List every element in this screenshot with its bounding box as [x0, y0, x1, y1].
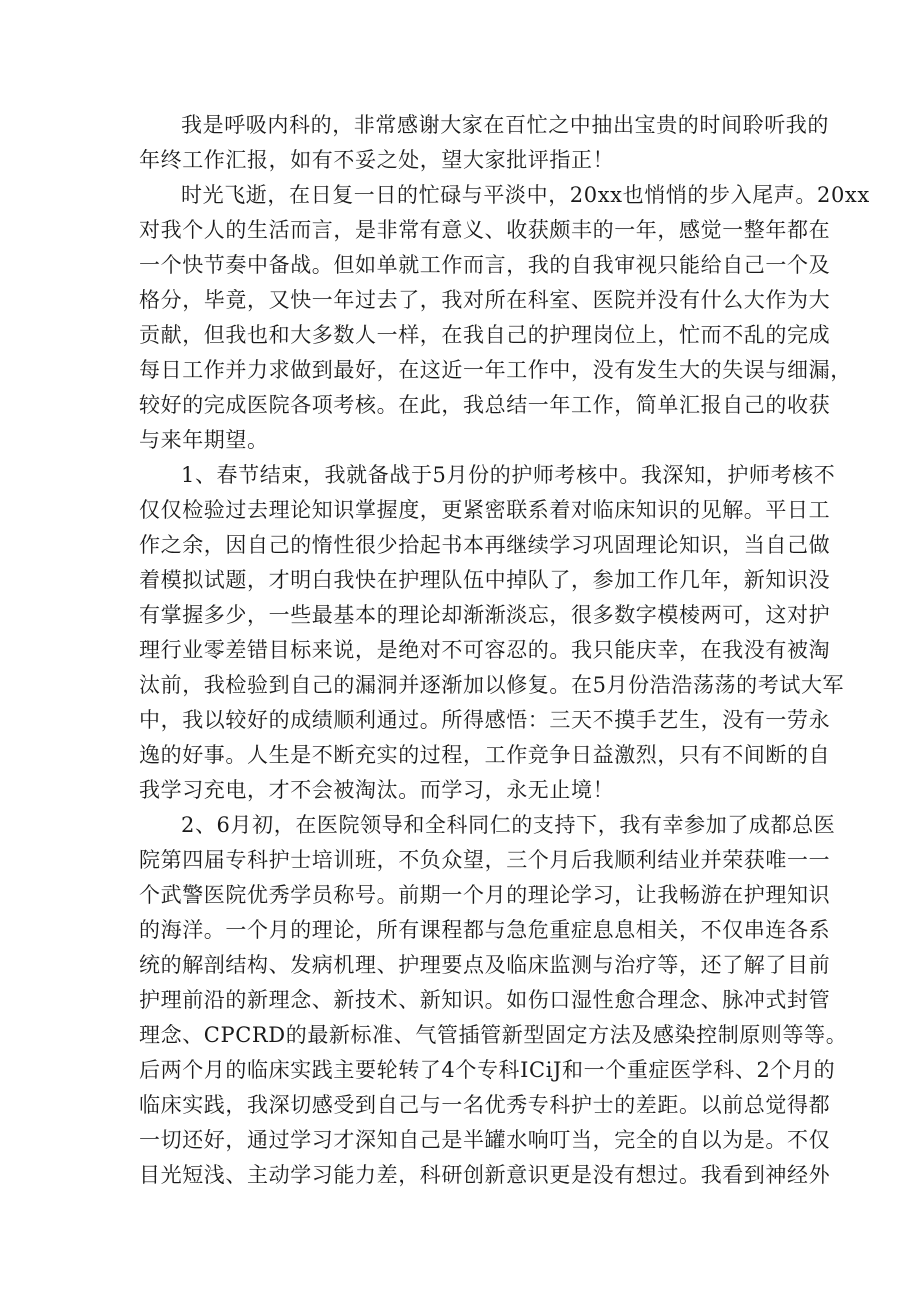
- text-line: 逸的好事。人生是不断充实的过程，工作竞争日益激烈，只有不间断的自: [139, 743, 831, 767]
- text-line: 的海洋。一个月的理论，所有课程都与急危重症息息相关，不仅串连各系: [139, 918, 831, 942]
- paragraph-item-2: [139, 808, 848, 1193]
- document-body: [139, 108, 870, 1193]
- text-line: 每日工作并力求做到最好，在这近一年工作中，没有发生大的失误与细漏，: [139, 358, 852, 382]
- text-line: 个武警医院优秀学员称号。前期一个月的理论学习，让我畅游在护理知识: [139, 883, 831, 907]
- text-line: 理行业零差错目标来说，是绝对不可容忍的。我只能庆幸，在我没有被淘: [139, 638, 831, 662]
- text-line: 仅仅检验过去理论知识掌握度，更紧密联系着对临床知识的见解。平日工: [139, 498, 831, 522]
- text-line: 汰前，我检验到自己的漏洞并逐渐加以修复。在5月份浩浩荡荡的考试大军: [139, 673, 845, 697]
- text-line: 目光短浅、主动学习能力差，科研创新意识更是没有想过。我看到神经外: [139, 1163, 831, 1187]
- text-line: 一切还好，通过学习才深知自己是半罐水响叮当，完全的自以为是。不仅: [139, 1128, 831, 1152]
- paragraph-intro: [139, 108, 829, 178]
- text-line: 1、春节结束，我就备战于5月份的护师考核中。我深知，护师考核不: [181, 463, 836, 487]
- text-line: 着模拟试题，才明白我快在护理队伍中掉队了，参加工作几年，新知识没: [139, 568, 831, 592]
- text-line: 临床实践，我深切感受到自己与一名优秀专科护士的差距。以前总觉得都: [139, 1093, 831, 1117]
- text-line: 与来年期望。: [139, 428, 269, 452]
- text-line: 一个快节奏中备战。但如单就工作而言，我的自我审视只能给自己一个及: [139, 253, 831, 277]
- text-line: 统的解剖结构、发病机理、护理要点及临床监测与治疗等，还了解了目前: [139, 953, 831, 977]
- text-line: 我学习充电，才不会被淘汰。而学习，永无止境！: [139, 778, 615, 802]
- text-line: 有掌握多少，一些最基本的理论却渐渐淡忘，很多数字模棱两可，这对护: [139, 603, 831, 627]
- text-line: 时光飞逝，在日复一日的忙碌与平淡中，20xx也悄悄的步入尾声。20xx: [181, 183, 870, 207]
- paragraph-summary: [139, 178, 870, 458]
- text-line: 后两个月的临床实践主要轮转了4个专科ICiJ和一个重症医学科、2个月的: [139, 1058, 836, 1082]
- text-line: 较好的完成医院各项考核。在此，我总结一年工作，简单汇报自己的收获: [139, 393, 831, 417]
- text-line: 我是呼吸内科的，非常感谢大家在百忙之中抽出宝贵的时间聆听我的: [181, 113, 829, 137]
- text-line: 院第四届专科护士培训班，不负众望，三个月后我顺利结业并荣获唯一一: [139, 848, 831, 872]
- text-line: 中，我以较好的成绩顺利通过。所得感悟：三天不摸手艺生，没有一劳永: [139, 708, 831, 732]
- text-line: 作之余，因自己的惰性很少拾起书本再继续学习巩固理论知识，当自己做: [139, 533, 831, 557]
- text-line: 年终工作汇报，如有不妥之处，望大家批评指正！: [139, 148, 615, 172]
- text-line: 护理前沿的新理念、新技术、新知识。如伤口湿性愈合理念、脉冲式封管: [139, 988, 831, 1012]
- text-line: 贡献，但我也和大多数人一样，在我自己的护理岗位上，忙而不乱的完成: [139, 323, 831, 347]
- text-line: 格分，毕竟，又快一年过去了，我对所在科室、医院并没有什么大作为大: [139, 288, 831, 312]
- text-line: 理念、CPCRD的最新标准、气管插管新型固定方法及感染控制原则等等。: [139, 1023, 848, 1047]
- paragraph-item-1: [139, 458, 845, 808]
- text-line: 对我个人的生活而言，是非常有意义、收获颇丰的一年，感觉一整年都在: [139, 218, 831, 242]
- text-line: 2、6月初，在医院领导和全科同仁的支持下，我有幸参加了成都总医: [181, 813, 836, 837]
